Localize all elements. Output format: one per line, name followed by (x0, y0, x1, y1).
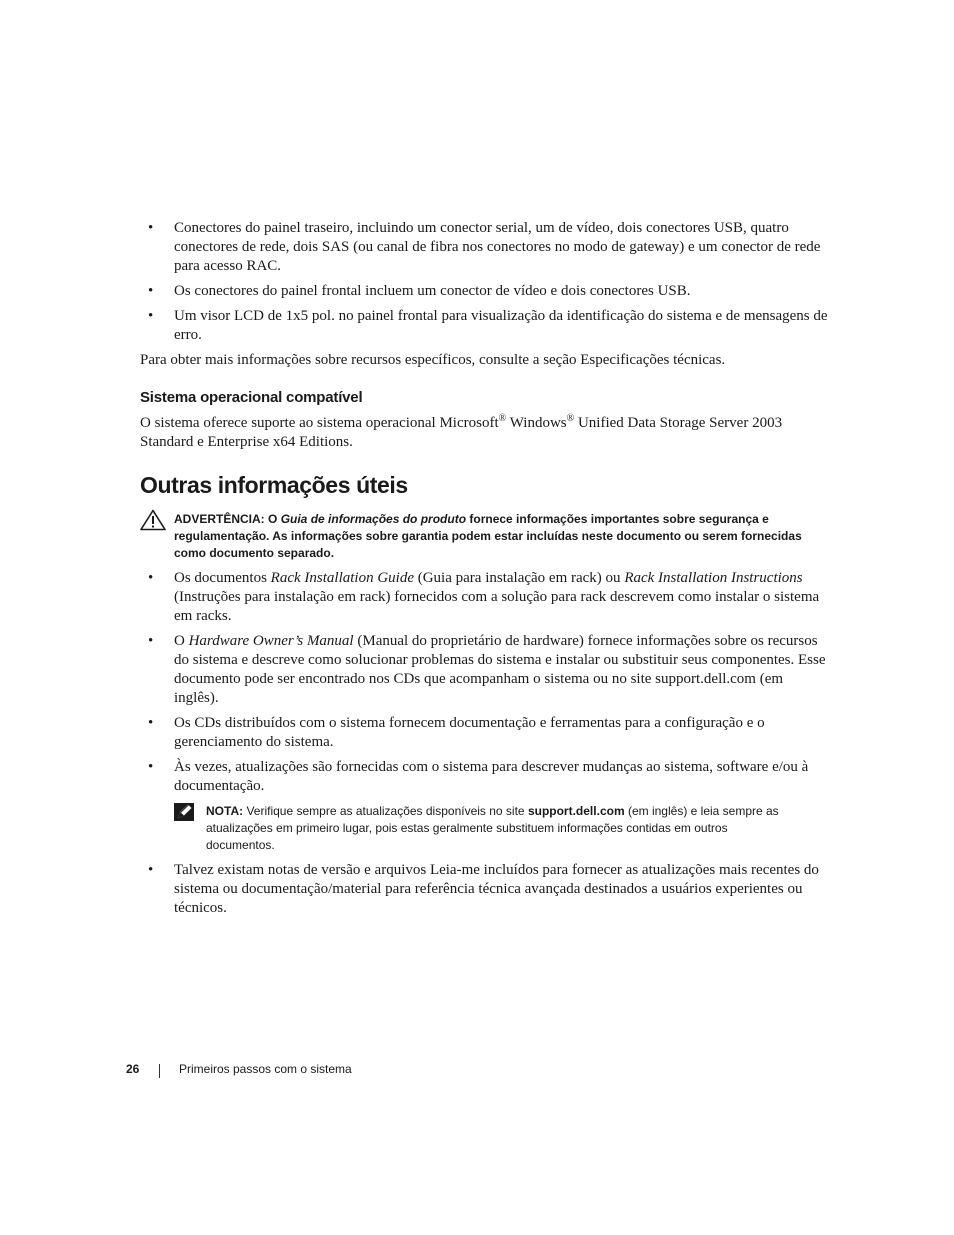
info-bullet-list-continued (140, 861, 830, 924)
list-item-text: Os conectores do painel frontal incluem um conector de vídeo e dois conectores USB. (174, 283, 691, 299)
bullet-icon: • (148, 862, 154, 878)
page-footer (126, 1062, 352, 1076)
list-item-text: Às vezes, atualizações são fornecidas com o sistema para descrever mudanças ao sistema, software e/ou à documentação. (174, 759, 809, 794)
note-notice (206, 803, 796, 854)
bullet-icon: • (148, 570, 154, 586)
bullet-icon: • (148, 715, 154, 731)
list-item (140, 307, 830, 345)
bullet-icon: • (148, 283, 154, 299)
footer-divider (159, 1064, 160, 1078)
doc-title: Rack Installation Guide (270, 570, 414, 586)
main-heading: Outras informações úteis (140, 472, 408, 498)
list-item-text: (Manual do proprietário de hardware) fornece informações sobre os recursos do sistema e descreve como solucionar problemas do sistema e instalar ou substituir seus componentes. Esse documento pode ser encontrado nos CDs que acompanham o sistema ou no site (174, 633, 826, 687)
bullet-icon: • (148, 220, 154, 236)
doc-title: Rack Installation Instructions (624, 570, 803, 586)
os-text-part: Windows (506, 415, 567, 431)
list-item (140, 861, 830, 918)
list-item-text: Um visor LCD de 1x5 pol. no painel frontal para visualização da identificação do sistema e de mensagens de erro. (174, 308, 828, 343)
list-item-text: Talvez existam notas de versão e arquivos Leia-me incluídos para fornecer as atualizações mais recentes do sistema ou documentação/material para referência técnica avançada destinados a usuários experientes ou técnicos. (174, 862, 819, 916)
list-item (140, 714, 830, 752)
bullet-icon: • (148, 633, 154, 649)
warning-notice (174, 511, 814, 562)
bullet-icon: • (148, 759, 154, 775)
list-item-text: Conectores do painel traseiro, incluindo um conector serial, um de vídeo, dois conectores USB, quatro conectores de rede, dois SAS (ou canal de fibra nos conectores no modo de gateway) e um conector de rede para acesso RAC. (174, 220, 821, 274)
bullet-icon: • (148, 308, 154, 324)
list-item-text: (em inglês). (174, 671, 784, 706)
list-item (140, 758, 830, 796)
warning-triangle-icon (140, 509, 166, 531)
warning-doc-title: Guia de informações do produto (280, 512, 467, 526)
note-text: Verifique sempre as atualizações disponíveis no site (243, 804, 528, 818)
warning-text: O (264, 512, 281, 526)
note-label: NOTA: (206, 804, 244, 818)
list-item-text: Os CDs distribuídos com o sistema fornecem documentação e ferramentas para a configuração e o gerenciamento do sistema. (174, 715, 765, 750)
doc-title: Hardware Owner’s Manual (188, 633, 354, 649)
footer-title: Primeiros passos com o sistema (179, 1062, 352, 1076)
os-paragraph (140, 414, 820, 452)
list-item-text: (Instruções para instalação em rack) fornecidos com a solução para rack descrevem como instalar o sistema em racks. (174, 589, 820, 624)
list-item (140, 569, 830, 626)
info-bullet-list (140, 569, 830, 802)
list-item-text: O (174, 633, 189, 649)
list-item-text: (Guia para instalação em rack) ou (413, 570, 625, 586)
features-paragraph: Para obter mais informações sobre recursos específicos, consulte a seção Especificações técnicas. (140, 352, 726, 368)
registered-mark: ® (566, 413, 575, 424)
registered-mark: ® (498, 413, 507, 424)
support-link[interactable]: support.dell.com (527, 804, 625, 818)
os-text-part: O sistema oferece suporte ao sistema operacional Microsoft (140, 415, 499, 431)
note-text: (em inglês) e leia sempre as atualizações em primeiro lugar, pois estas geralmente substituem informações contidas em outros documentos. (206, 804, 779, 852)
feature-bullet-list (140, 219, 830, 351)
warning-label: ADVERTÊNCIA: (174, 512, 265, 526)
page-number: 26 (126, 1062, 140, 1076)
support-link[interactable]: support.dell.com (655, 671, 756, 687)
os-section-heading: Sistema operacional compatível (140, 389, 363, 406)
list-item (140, 282, 830, 301)
warning-text: fornece informações importantes sobre segurança e regulamentação. As informações sobre garantia podem estar incluídas neste documento ou serem fornecidas como documento separado. (174, 512, 802, 560)
list-item-text: Os documentos (174, 570, 271, 586)
os-text-part: Unified Data Storage Server 2003 Standard e Enterprise x64 Editions. (140, 415, 783, 450)
list-item (140, 632, 830, 708)
list-item (140, 219, 830, 276)
note-pencil-icon (173, 802, 195, 822)
